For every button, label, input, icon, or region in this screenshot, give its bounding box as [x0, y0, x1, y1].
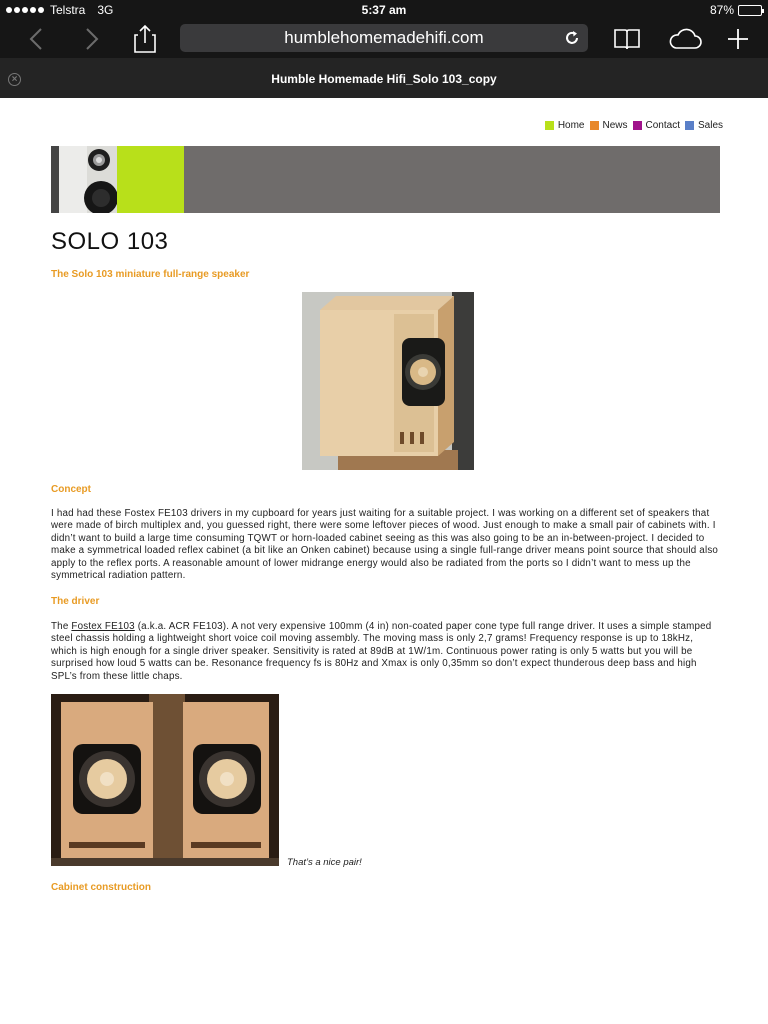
- plus-icon: [727, 28, 749, 50]
- forward-button[interactable]: [78, 22, 106, 56]
- speaker-image: [51, 146, 117, 213]
- nav-color-square: [685, 121, 694, 130]
- nav-item-news[interactable]: [590, 120, 628, 131]
- carrier-name: Telstra: [50, 3, 86, 17]
- speaker-image: [302, 292, 474, 470]
- speaker-pair-photo: [51, 694, 279, 866]
- chevron-right-icon: [85, 27, 99, 51]
- battery-info: [710, 3, 762, 17]
- site-banner: [51, 146, 720, 213]
- nav-label: Contact: [645, 120, 680, 131]
- clock: 5:37 am: [361, 3, 407, 17]
- nav-item-home[interactable]: [545, 120, 585, 131]
- photo-caption: That’s a nice pair!: [287, 857, 362, 868]
- banner-green-block: [117, 146, 184, 213]
- nav-color-square: [545, 121, 554, 130]
- icloud-tabs-button[interactable]: [666, 22, 704, 56]
- nav-label: Home: [557, 120, 585, 131]
- reload-button[interactable]: [564, 24, 580, 54]
- page-subtitle: The Solo 103 miniature full-range speaker: [51, 269, 250, 280]
- address-bar[interactable]: [180, 24, 588, 52]
- cloud-icon: [667, 27, 703, 51]
- bookmarks-button[interactable]: [612, 22, 642, 56]
- web-page: [0, 98, 768, 1024]
- driver-text: (a.k.a. ACR FE103). A not very expensive 100mm (4 in) non-coated paper cone type full range driver. It uses a simple stamped steel chassis holding a lightweight short voice coil moving assembly. The moving mass is only 2,7 grams! Frequency response is up to 18kHz, which is high enough for a single driver speaker. Sensitivity is rated at 89dB at 1W/1m. Continuous power rating is only 5 watts but you will be surprised how loud 5 watts can be. Resonance frequency fs is 80Hz and Xmax is only 0,35mm so don’t expect thunderous deep bass and high SPL’s from these little chaps.: [51, 621, 712, 682]
- battery-icon: [738, 5, 762, 16]
- banner-speaker-photo: [51, 146, 117, 213]
- site-navigation: [540, 120, 723, 131]
- speaker-pair-image: [51, 694, 279, 866]
- nav-color-square: [590, 121, 599, 130]
- new-tab-button[interactable]: [724, 22, 752, 56]
- speaker-photo: [302, 292, 474, 470]
- book-icon: [613, 27, 641, 51]
- tab-title[interactable]: Humble Homemade Hifi_Solo 103_copy: [271, 72, 497, 86]
- chevron-left-icon: [29, 27, 43, 51]
- url-text: humblehomemadehifi.com: [284, 28, 484, 47]
- section-heading-concept: Concept: [51, 484, 91, 495]
- nav-item-contact[interactable]: [633, 120, 680, 131]
- back-button[interactable]: [22, 22, 50, 56]
- tab-bar: [0, 58, 768, 98]
- nav-label: News: [602, 120, 628, 131]
- nav-label: Sales: [697, 120, 723, 131]
- fostex-fe103-link[interactable]: Fostex FE103: [71, 621, 135, 632]
- share-icon: [133, 24, 157, 54]
- close-icon: ×: [11, 74, 18, 85]
- browser-toolbar: [0, 20, 768, 58]
- driver-paragraph: [51, 621, 721, 683]
- network-type: 3G: [97, 3, 114, 17]
- battery-percent: 87%: [709, 3, 734, 17]
- driver-text-prefix: The: [51, 621, 72, 632]
- concept-paragraph: I had had these Fostex FE103 drivers in my cupboard for years just waiting for a suitable project. I was working on a different set of speakers that were made of birch multiplex and, you guessed right, there were some leftover pieces of wood. Just enough to make a small pair of cabinets with. I didn’t want to build a large time consuming TQWT or horn-loaded cabinet seeing as this was also going to be an in-between-project. I decided to make a symmetrical loaded reflex cabinet (a bit like an Onken cabinet) because using a single full-range driver means point source that should also apply to the reflex ports. A reasonable amount of lower midrange energy would also be radiated from the ports so I didn’t want to mess up the symmetrical radiation pattern.: [51, 508, 719, 582]
- share-button[interactable]: [130, 22, 160, 56]
- nav-item-sales[interactable]: [685, 120, 723, 131]
- nav-color-square: [633, 121, 642, 130]
- section-heading-driver: The driver: [51, 596, 100, 607]
- page-title: SOLO 103: [51, 228, 169, 255]
- reload-icon: [564, 30, 580, 46]
- section-heading-cabinet-construction: Cabinet construction: [51, 882, 152, 893]
- ios-status-bar: [0, 0, 768, 20]
